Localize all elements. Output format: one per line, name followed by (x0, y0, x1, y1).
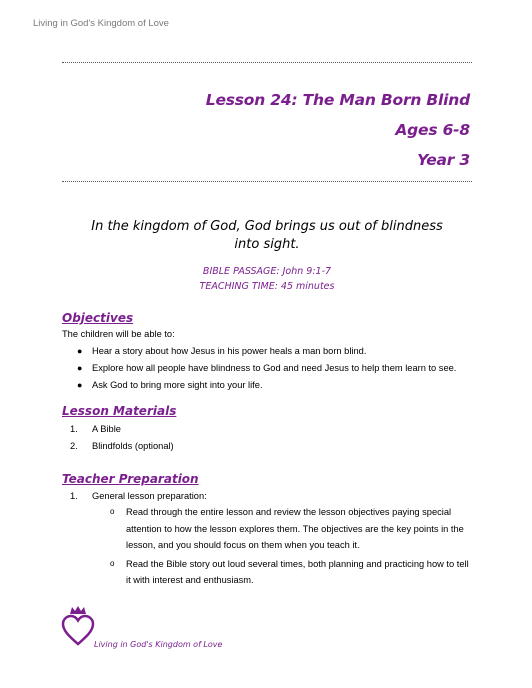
circle-bullet-icon: o (110, 558, 115, 568)
crowned-heart-icon (60, 604, 96, 650)
materials-heading: Lesson Materials (62, 404, 177, 418)
bullet-icon: ● (77, 346, 83, 356)
list-item: ● Explore how all people have blindness to God and need Jesus to help them learn to see. (77, 363, 457, 373)
list-item: 2. Blindfolds (optional) (70, 441, 174, 451)
list-item: ● Ask God to bring more sight into your life. (77, 380, 263, 390)
top-divider (62, 62, 472, 63)
list-item: 1. General lesson preparation: (70, 491, 207, 501)
theme-line-1: In the kingdom of God, God brings us out of blindness (91, 219, 443, 234)
list-item: o Read through the entire lesson and review the lesson objectives paying special attention to how the lesson explores them. The objectives are the key points in the lesson, and you should focus on them when you teach it. (62, 504, 472, 554)
objectives-list (62, 344, 482, 395)
theme-line-2: into sight. (234, 237, 300, 252)
age-range: Ages 6-8 (395, 121, 470, 139)
bullet-icon: ● (77, 380, 83, 390)
bible-passage: BIBLE PASSAGE: John 9:1-7 (202, 266, 332, 277)
objectives-intro: The children will be able to: (62, 329, 175, 339)
running-header: Living in God's Kingdom of Love (33, 18, 169, 29)
preparation-sub-list (62, 504, 472, 591)
list-item: 1. A Bible (70, 424, 121, 434)
title-divider (62, 181, 472, 182)
lesson-title: Lesson 24: The Man Born Blind (205, 91, 470, 109)
materials-list (62, 422, 482, 456)
bullet-icon: ● (77, 363, 83, 373)
objectives-heading: Objectives (62, 311, 134, 325)
lesson-theme (62, 218, 472, 254)
teaching-time: TEACHING TIME: 45 minutes (199, 281, 335, 292)
list-item: ● Hear a story about how Jesus in his power heals a man born blind. (77, 346, 367, 356)
footer-title: Living in God's Kingdom of Love (94, 640, 223, 649)
preparation-heading: Teacher Preparation (62, 472, 199, 486)
list-item: o Read the Bible story out loud several times, both planning and practicing how to tell it with interest and enthusiasm. (62, 556, 472, 589)
year-label: Year 3 (417, 151, 470, 169)
circle-bullet-icon: o (110, 507, 115, 516)
